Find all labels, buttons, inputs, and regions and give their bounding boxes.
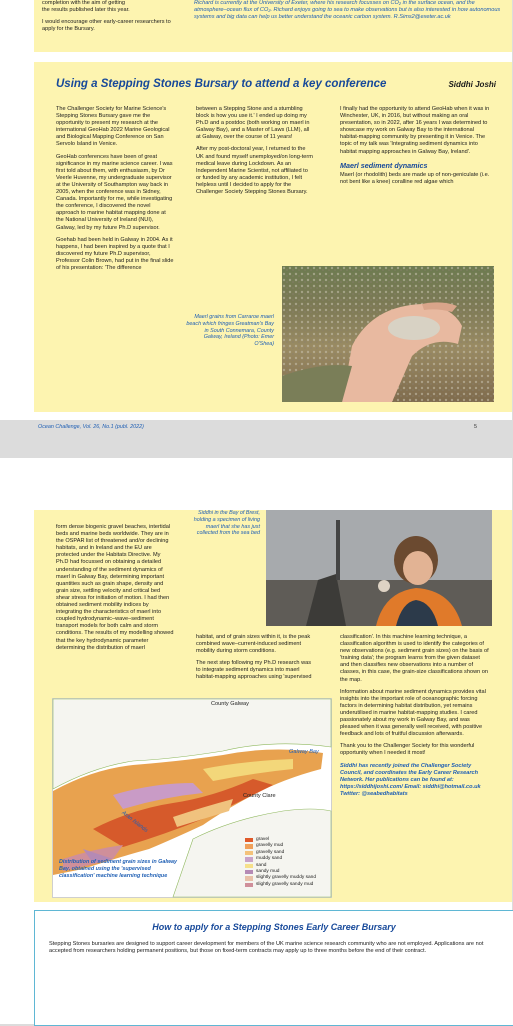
photo-caption-2: Siddhi in the Bay of Brest, holding a specimen of living maerl that she has just collected from the sea bed (193, 510, 260, 537)
legend-swatch (245, 851, 253, 856)
author-bio: Siddhi has recently joined the Challenger Society Council, and coordinates the Early Career Research Network. Her publications can be found at: https://siddhijoshi.com/ Email: siddhi@hotmail.co.uk Twitter: @seabedhabitats (340, 762, 481, 797)
legend-swatch (245, 883, 253, 888)
map-legend (245, 837, 329, 888)
box-title: How to apply for a Stepping Stones Early Career Bursary (152, 922, 396, 932)
legend-label: slightly gravelly sandy mud (256, 881, 314, 887)
legend-label: gravelly mud (256, 843, 284, 849)
top-left-line1: completion with the aim of getting (42, 0, 126, 6)
legend-label: sandy mud (256, 869, 280, 875)
map-label-bay: Galway Bay (289, 749, 319, 755)
paragraph: habitat, and of grain sizes within it, is the peak combined wave–current-induced sediment mobility during storm conditions. (196, 634, 311, 655)
legend-label: sand (256, 862, 267, 868)
legend-item (245, 882, 329, 888)
sediment-map (52, 698, 332, 898)
paragraph: The Challenger Society for Marine Science's Stepping Stones Bursary gave me the opportunity to present my research at the international GeoHab 2022 Marine Geological and Biological Mapping Conference on San Servolo Island in Venice. (56, 106, 170, 148)
map-label-aran: Aran Islands (120, 810, 149, 834)
article-block-continued (34, 510, 512, 902)
legend-swatch (245, 838, 253, 843)
column-3 (340, 106, 490, 191)
paragraph: Goehab had been held in Galway in 2004. As it happens, I had been inspired by a quote that I discovered my future Ph.D supervisor, Professor Colin Brown, had put in the final slide of his presentation: 'The difference (56, 236, 174, 271)
paragraph: After my post-doctoral year, I returned to the UK and found myself unemployed/on long-term medical leave during Lockdown. As an Independent Marine Scientist, not affiliated to or funded by any academic institution, I felt helpless until I decided to apply for the Challenger Society Stepping Stones Bursary. (196, 146, 313, 196)
paragraph: Information about marine sediment dynamics provides vital insights into the important role of oceanographic forcing factors in determining habitat distribution, yet remains underutilised in marine habitat-mapping studies. I cared passionately about my work in Galway Bay, and was pleased when it was generally well received, with positive feedback and lots of fruitful discussion afterwards. (340, 688, 486, 738)
maerl-hand-photo (282, 266, 494, 402)
legend-swatch (245, 876, 253, 881)
paragraph: GeoHab conferences have been of great significance in my marine science career. I was first told about them, with enthusiasm, by Dr Veerle Huvenne, my undergraduate supervisor at the University of Southampton way back in 2005, when the conference was in Sidney, Canada. Importantly for me, while investigating the conference, I discovered the novel approach to marine habitat mapping done at the National University of Ireland (NUI), Galway, led by my future Ph.D supervisor. (56, 153, 173, 231)
map-label-clare: County Clare (243, 793, 276, 799)
article-title: Using a Stepping Stones Bursary to attend a key conference (56, 78, 387, 90)
column-2 (196, 106, 314, 201)
legend-label: gravel (256, 837, 270, 842)
legend-swatch (245, 857, 253, 862)
paragraph: Thank you to the Challenger Society for this wonderful opportunity when I needed it most! (340, 743, 475, 757)
column-2 (196, 634, 314, 687)
map-caption: Distribution of sediment grain sizes in Galway Bay, obtained using the 'supervised classification' machine learning technique (59, 859, 178, 879)
legend-swatch (245, 864, 253, 869)
paragraph: between a Stepping Stone and a stumbling block is how you use it.' I ended up doing my Ph.D and a postdoc (both working on maerl in Galway Bay), and a Master of Laws (LLM), all at Galway, over the course of 11 years! (196, 106, 310, 141)
column-3 (340, 634, 490, 803)
paragraph: I finally had the opportunity to attend GeoHab when it was in Winchester, UK, in 2016, but without making an oral presentation, so in 2022, after 16 years I was determined to showcase my work on Galway Bay to the international habitat-mapping community by presenting it in Venice. The topic of my talk was 'Integrating sediment dynamics into habitat mapping approaches in Galway Bay, Ireland'. (340, 106, 490, 155)
subheading: Maerl sediment dynamics (340, 160, 428, 170)
richard-bio: Richard is currently at the University of Exeter, where his research focusses on CO₂ in the surface ocean, and the atmosphere–ocean flux of CO₂. Richard enjoys going to sea to make observations but is also interested in how autonomous systems and big data can help us better understand the oceanic carbon system. (194, 0, 501, 21)
column-1 (56, 106, 174, 277)
legend-label: slightly gravelly muddy sand (256, 875, 316, 881)
legend-label: gravelly sand (256, 849, 285, 855)
top-left-line2: the results published later this year. (42, 7, 130, 14)
legend-swatch (245, 844, 253, 849)
paragraph: form dense biogenic gravel beaches, intertidal beds and marine beds worldwide. They are in the OSPAR list of threatened and/or declining habitats, and in Ireland and the EU are protected under the Habitats Directive. My Ph.D had focussed on obtaining a detailed understanding of the sediment dynamics of maerl in Galway Bay, determining important quantities such as grain shape, density and grain size, settling velocity and critical bed shear stress for initiation of motion. I had then obtained sediment mobility indices by integrating the characteristics of maerl into coupled hydrodynamic–wave–sediment transport models for both calm and storm conditions. The results of my modelling showed that the key hydrodynamic parameter determining the distribution of maerl (56, 524, 174, 651)
paragraph: Maerl (or rhodolith) beds are made up of non-geniculate (i.e. not bent like a knee) coralline red algae which (340, 171, 490, 185)
author-name: Siddhi Joshi (448, 80, 496, 89)
box-text: Stepping Stones bursaries are designed to support career development for members of the UK marine science research community who are not employed. Applications are not accepted from researchers holding permanent positions, but those on fixed-term contracts may apply up to three months before the end of their contract. (49, 941, 484, 955)
page-6 (0, 458, 512, 1024)
photo-caption-1: Maerl grains from Carraroe maerl beach which fringes Greatman's Bay in South Connemara, County Galway, Ireland (Photo: Emer O'Shea) (186, 314, 274, 348)
how-to-apply-box (34, 910, 513, 1026)
paragraph: The next step following my Ph.D research was to integrate sediment dynamics into maerl habitat-mapping approaches using 'supervised (196, 660, 312, 681)
siddhi-photo (266, 510, 492, 626)
top-strip (34, 0, 512, 52)
legend-label: muddy sand (256, 856, 283, 862)
page-5 (0, 0, 512, 430)
richard-email[interactable]: R.Sims2@exeter.ac.uk (393, 14, 451, 21)
page-number: 5 (474, 424, 477, 430)
map-label-galway: County Galway (211, 701, 249, 707)
article-block (34, 62, 512, 412)
footer-journal: Ocean Challenge, Vol. 26, No.1 (publ. 2022) (38, 424, 144, 430)
column-1 (56, 524, 174, 657)
legend-swatch (245, 870, 253, 875)
top-left-para2: I would encourage other early-career researchers to apply for the Bursary. (42, 19, 171, 33)
paragraph: classification'. In this machine learning technique, a classification algorithm is used to identify the categories of new observations (e.g. sediment grain sizes) on the basis of 'training data'; the program learns from the given dataset and then classifies new observations into a number of classes, in this case, the grain-size classifications shown on the map. (340, 634, 489, 683)
